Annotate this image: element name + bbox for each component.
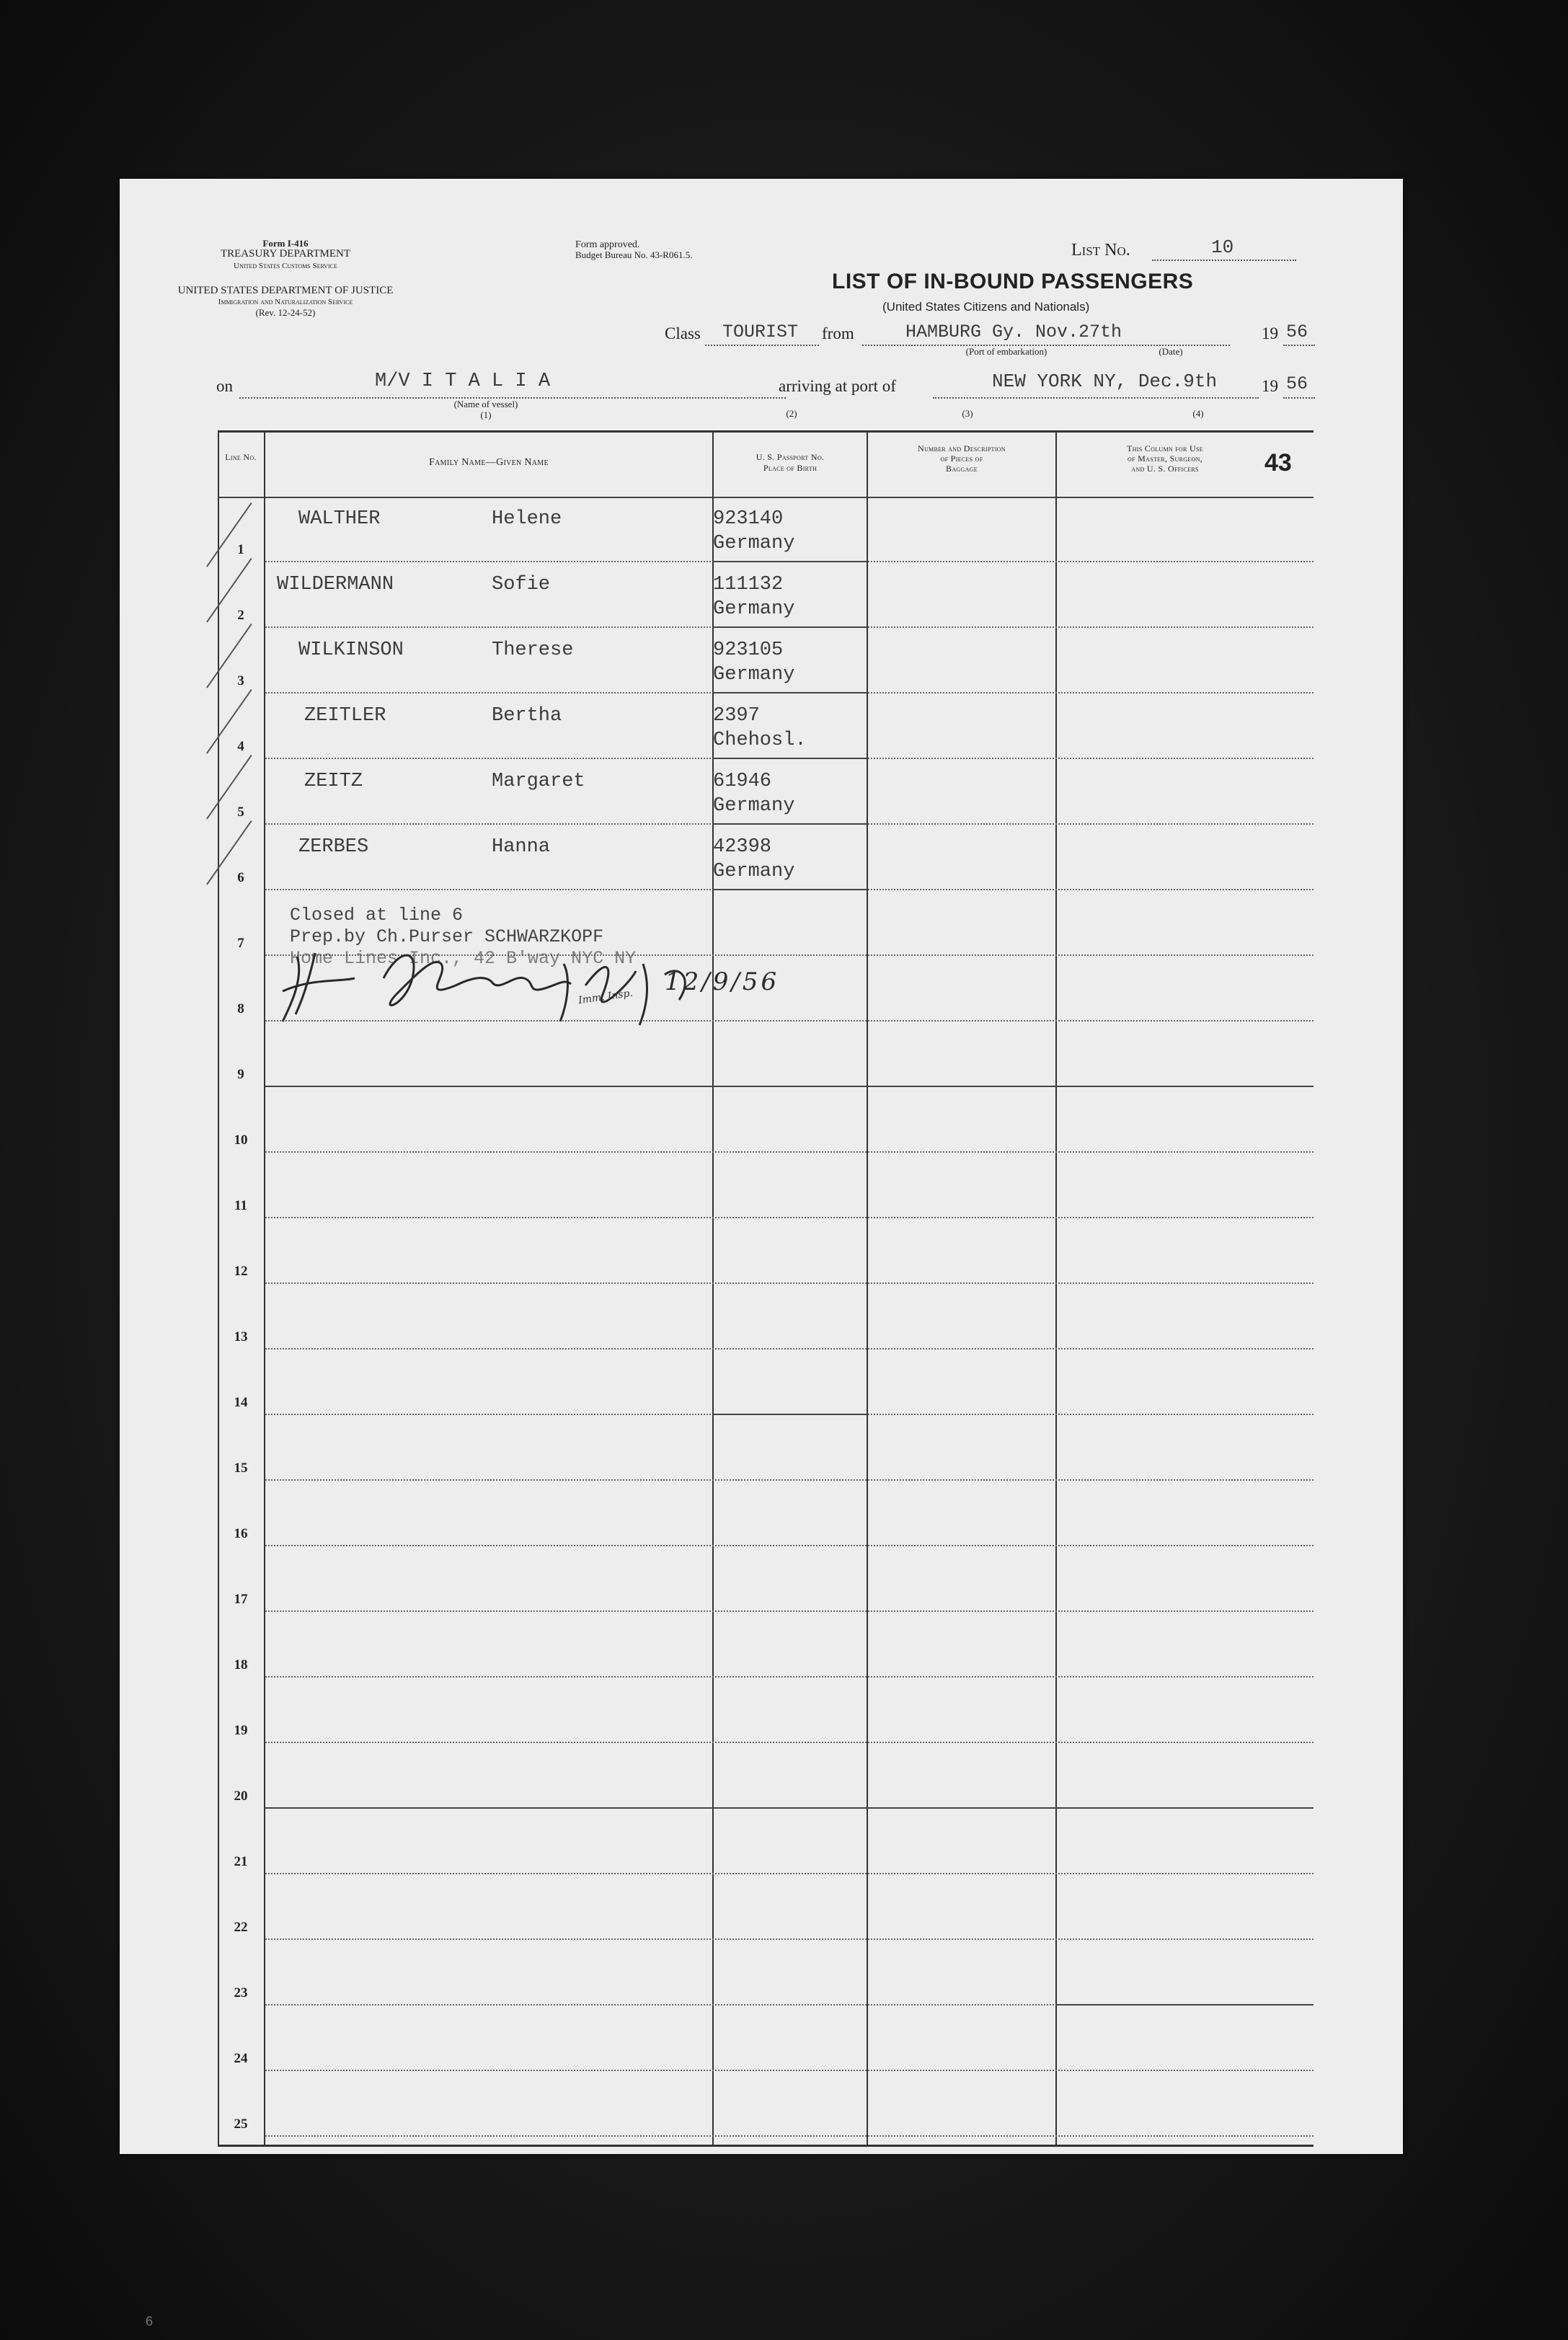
header-name: Family Name—Given Name (429, 457, 549, 468)
birthplace: Germany (713, 598, 795, 620)
table-row (218, 759, 1314, 825)
family-name: ZERBES (298, 836, 369, 858)
from-label: from (822, 324, 854, 342)
family-name: ZEITZ (304, 771, 363, 792)
year-line-2 (1283, 397, 1315, 399)
birthplace: Chehosl. (713, 730, 807, 751)
table-row (218, 1218, 1314, 1284)
line-number: 6 (237, 870, 244, 885)
line-number: 1 (237, 542, 244, 557)
line-number: 5 (237, 805, 244, 820)
page-subtitle: (United States Citizens and Nationals) (882, 300, 1090, 314)
table-row (218, 1809, 1314, 1874)
table-row (218, 2006, 1314, 2071)
closing-note-line1: Closed at line 6 (290, 905, 464, 926)
passenger-table (218, 430, 1314, 2146)
table-row (218, 1021, 1314, 1087)
given-name: Helene (492, 508, 562, 530)
table-row (218, 497, 1314, 562)
line-number: 15 (234, 1461, 248, 1476)
family-name: WALTHER (298, 508, 381, 530)
header-baggage-3: Baggage (946, 464, 978, 474)
line-number: 4 (237, 739, 244, 754)
table-row (218, 693, 1314, 759)
port-embarkation-caption: (Port of embarkation) (965, 346, 1047, 357)
line-number: 9 (237, 1067, 244, 1082)
header-passport-no: U. S. Passport No. (756, 452, 825, 462)
birthplace: Germany (713, 795, 795, 817)
justice-dept: UNITED STATES DEPARTMENT OF JUSTICE (177, 285, 394, 296)
caption-4: (4) (1192, 408, 1204, 419)
class-line (705, 345, 819, 346)
table-row (218, 1743, 1314, 1809)
caption-2: (2) (786, 408, 797, 419)
arrival-port-value: NEW YORK NY, Dec.9th (992, 371, 1218, 392)
caption-1: (1) (480, 409, 492, 420)
year-line-1 (1283, 345, 1315, 346)
table-row (218, 1481, 1314, 1546)
class-label: Class (665, 324, 701, 342)
table-row (218, 2071, 1314, 2137)
passport-no: 61946 (713, 771, 772, 792)
given-name: Hanna (492, 836, 551, 858)
list-no-label: List No. (1071, 241, 1130, 260)
header-birthplace: Place of Birth (763, 463, 818, 473)
line-number: 17 (234, 1592, 248, 1607)
table-row (218, 1874, 1314, 1940)
line-number: 8 (237, 1001, 244, 1016)
vessel-caption: (Name of vessel) (453, 399, 518, 409)
birthplace: Germany (713, 861, 795, 882)
manifest-page (120, 179, 1403, 2154)
budget-bureau: Budget Bureau No. 43-R061.5. (575, 249, 693, 260)
line-number: 13 (234, 1329, 248, 1344)
line-number: 20 (234, 1789, 248, 1804)
line-number: 22 (234, 1920, 248, 1935)
birthplace: Germany (713, 664, 795, 686)
table-row (218, 1284, 1314, 1350)
on-label: on (216, 377, 233, 395)
header-baggage-1: Number and Description (918, 443, 1006, 453)
table-row (218, 825, 1314, 890)
list-no-value: 10 (1211, 236, 1234, 258)
passport-no: 923140 (713, 508, 784, 530)
table-row (218, 1546, 1314, 1612)
family-name: WILKINSON (298, 639, 404, 661)
given-name: Therese (492, 639, 574, 661)
family-name: WILDERMANN (277, 574, 394, 595)
line-number: 21 (234, 1854, 248, 1869)
passport-no: 2397 (713, 705, 760, 727)
line-number: 3 (237, 673, 244, 688)
form-number: Form I-416 (262, 238, 309, 249)
signature-title: Imm. Insp. (577, 987, 634, 1007)
table-row (218, 1350, 1314, 1415)
header-officers-3: and U. S. Officers (1131, 464, 1199, 474)
family-name: ZEITLER (304, 705, 386, 727)
vessel-name: M/V I T A L I A (375, 371, 551, 392)
table-row (218, 1612, 1314, 1678)
revision-date: (Rev. 12-24-52) (255, 307, 316, 318)
given-name: Bertha (492, 705, 562, 727)
table-row (218, 1940, 1314, 2006)
embarkation-value: HAMBURG Gy. Nov.27th (905, 322, 1122, 342)
table-row (218, 1678, 1314, 1743)
passport-no: 42398 (713, 836, 772, 858)
line-number: 14 (234, 1395, 248, 1410)
ins-service: Immigration and Naturalization Service (218, 298, 353, 306)
signature-date: 12/9/56 (665, 967, 780, 996)
header-officers-1: This Column for Use (1127, 443, 1203, 453)
line-number: 11 (234, 1198, 247, 1213)
closing-note-line3: Home Lines Inc., 42 B'way NYC NY (290, 948, 637, 969)
birthplace: Germany (713, 533, 795, 554)
class-value: TOURIST (722, 322, 799, 342)
line-number: 19 (234, 1723, 248, 1738)
sheet-number: 43 (1264, 449, 1292, 477)
year-value-2: 56 (1286, 373, 1308, 394)
page-title: LIST OF IN-BOUND PASSENGERS (832, 270, 1194, 293)
table-row (218, 562, 1314, 628)
passport-no: 111132 (713, 574, 784, 595)
corner-mark: 6 (146, 2314, 154, 2328)
passport-no: 923105 (713, 639, 784, 661)
line-number: 12 (234, 1264, 248, 1279)
line-number: 10 (234, 1133, 248, 1148)
form-approved: Form approved. (575, 239, 640, 250)
line-number: 2 (237, 608, 244, 623)
line-number: 23 (234, 1985, 248, 2000)
header-line-no: Line No. (225, 452, 257, 462)
year-value-1: 56 (1286, 322, 1308, 342)
date-caption: (Date) (1159, 346, 1183, 357)
line-number: 18 (234, 1657, 248, 1672)
table-row (218, 1415, 1314, 1481)
line-number: 24 (234, 2051, 248, 2066)
header-officers-2: of Master, Surgeon, (1128, 453, 1202, 464)
arrival-line (933, 397, 1259, 399)
table-row (218, 628, 1314, 693)
line-number: 25 (234, 2117, 248, 2132)
table-row (218, 1153, 1314, 1218)
list-no-line (1152, 260, 1296, 261)
customs-service: United States Customs Service (234, 262, 337, 270)
line-number: 16 (234, 1526, 248, 1541)
given-name: Margaret (492, 771, 585, 792)
table-row (218, 1087, 1314, 1153)
year-prefix-2: 19 (1262, 377, 1278, 395)
closing-note-line2: Prep.by Ch.Purser SCHWARZKOPF (290, 926, 604, 947)
arriving-label: arriving at port of (779, 377, 896, 395)
header-baggage-2: of Pieces of (940, 453, 983, 464)
caption-3: (3) (962, 408, 973, 419)
treasury-dept: TREASURY DEPARTMENT (220, 248, 351, 260)
year-prefix-1: 19 (1262, 324, 1278, 342)
given-name: Sofie (492, 574, 551, 595)
line-number: 7 (237, 936, 244, 951)
